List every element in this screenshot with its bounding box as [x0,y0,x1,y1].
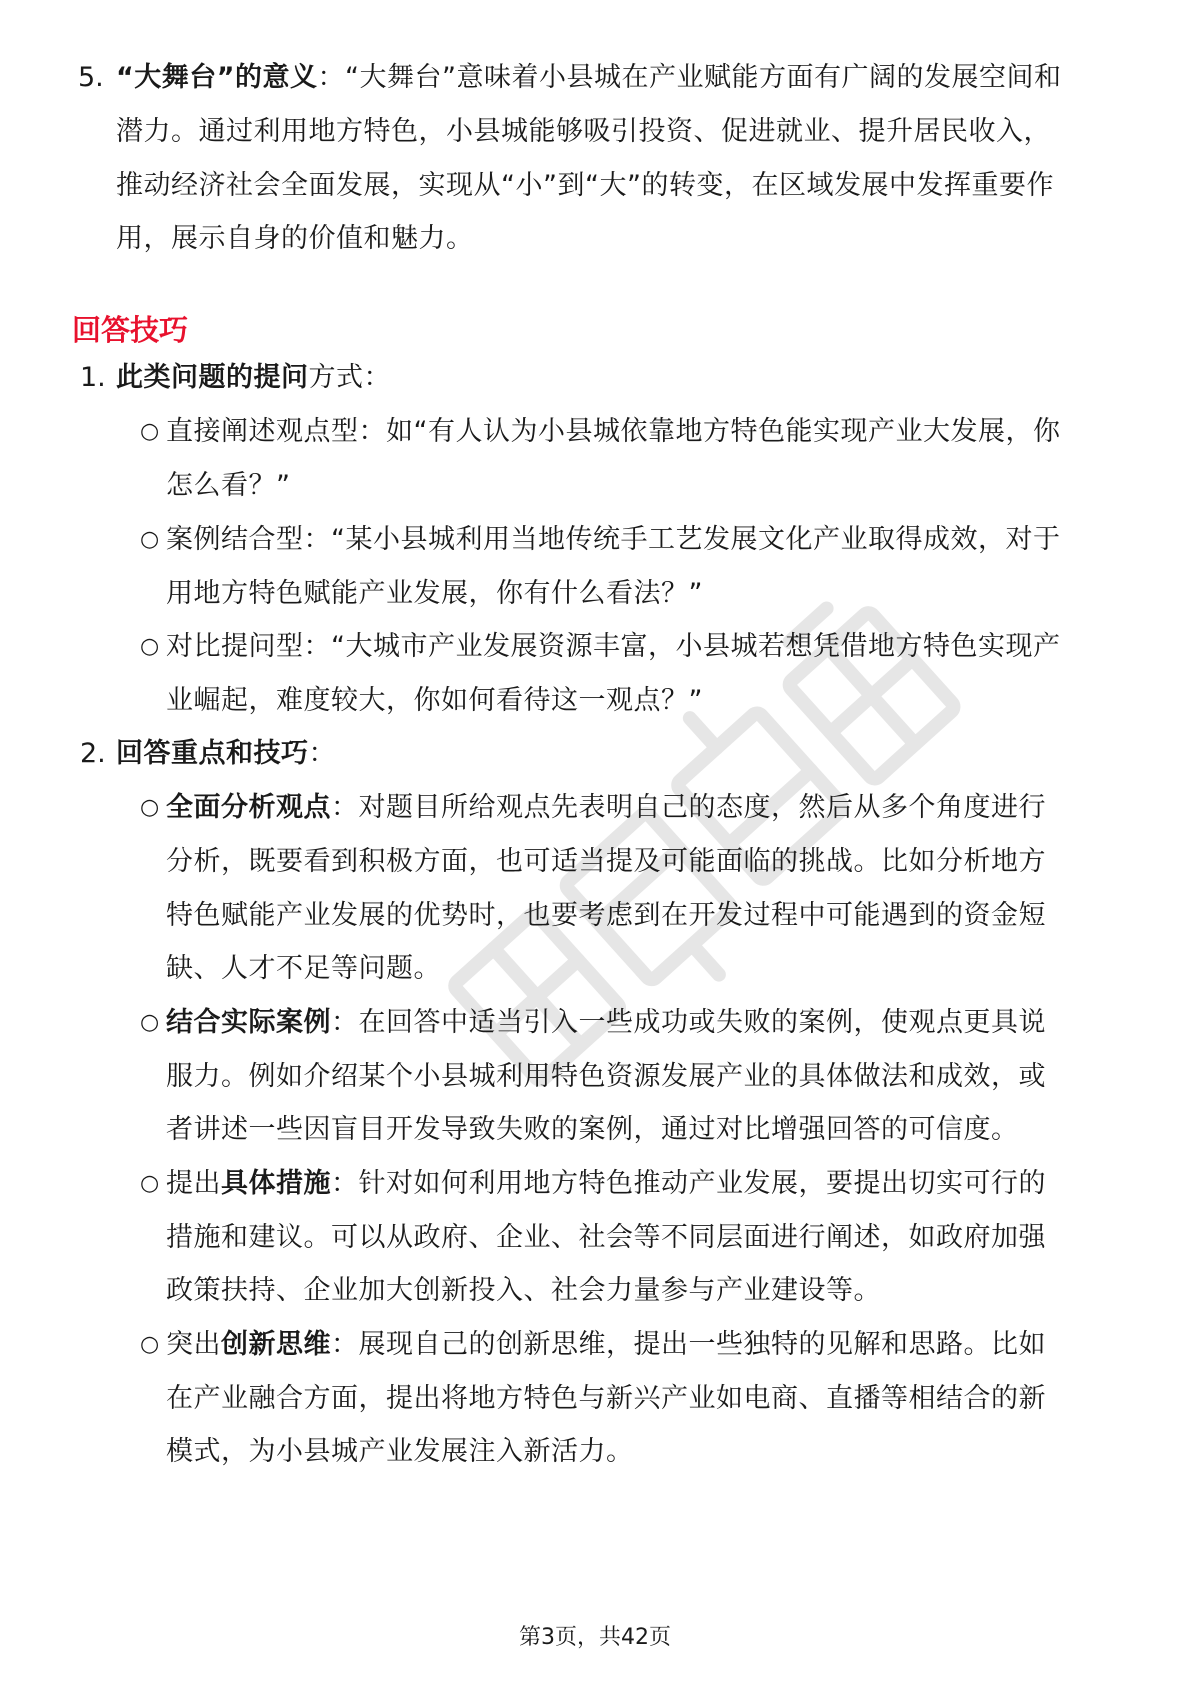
q2-bullet-3-bold: 创新思维 [221,1329,331,1360]
q2-bullet-0-first-line [166,788,1046,828]
q2-bullet-2-line-1: 政策扶持、企业加大创新投入、社会力量参与产业建设等。 [166,1275,881,1306]
q2-bullet-1-line-1: 者讲述一些因盲目开发导致失败的案例，通过对比增强回答的可信度。 [166,1114,1019,1145]
q2-bullet-0-line-2: 缺、人才不足等问题。 [166,953,441,984]
q2-bullet-3-first: ：展现自己的创新思维，提出一些独特的见解和思路。比如 [331,1329,1046,1360]
q2-bullet-2-pre: 提出 [166,1168,221,1199]
q2-bullet-2-first-line [166,1164,1046,1204]
bullet-circle-icon: ○ [140,1332,160,1357]
bullet-circle-icon: ○ [140,419,160,444]
q1-bullet-1-line-0: 案例结合型：“某小县城利用当地传统手工艺发展文化产业取得成效，对于 [166,524,1061,555]
section-heading: 回答技巧 [72,313,189,347]
item5-first-line [116,58,1061,98]
q1-title-rest: 方式： [308,362,391,393]
q2-bullet-3-line-1: 模式，为小县城产业发展注入新活力。 [166,1436,634,1467]
bullet-circle-icon: ○ [140,634,160,659]
q2-bullet-0-bold: 全面分析观点 [166,792,331,823]
q1-bullet-2-line-0: 对比提问型：“大城市产业发展资源丰富，小县城若想凭借地方特色实现产 [166,631,1061,662]
item5-line-1: 潜力。通过利用地方特色，小县城能够吸引投资、促进就业、提升居民收入， [116,116,1051,147]
q2-bullet-3-first-line [166,1325,1046,1365]
q2-number: 2. [80,738,106,769]
item5-title: “大舞台”的意义 [116,62,318,93]
q1-title: 此类问题的提问 [116,362,309,393]
bullet-circle-icon: ○ [140,1171,160,1196]
bullet-circle-icon: ○ [140,527,160,552]
q2-bullet-0-first: ：对题目所给观点先表明自己的态度，然后从多个角度进行 [331,792,1046,823]
q2-bullet-1-first: ：在回答中适当引入一些成功或失败的案例，使观点更具说 [331,1007,1046,1038]
q2-bullet-2-bold: 具体措施 [221,1168,331,1199]
item5-line-3: 用，展示自身的价值和魅力。 [116,223,474,254]
q1-number: 1. [80,362,106,393]
item5-number: 5. [78,62,104,93]
item5-line-0: “大舞台”意味着小县城在产业赋能方面有广阔的发展空间和 [345,62,1062,93]
q1-bullet-2-line-1: 业崛起，难度较大，你如何看待这一观点？” [166,685,703,716]
q2-bullet-1-bold: 结合实际案例 [166,1007,331,1038]
bullet-circle-icon: ○ [140,795,160,820]
q2-bullet-3-line-0: 在产业融合方面，提出将地方特色与新兴产业如电商、直播等相结合的新 [166,1383,1046,1414]
q2-bullet-3-pre: 突出 [166,1329,221,1360]
q2-bullet-2-first: ：针对如何利用地方特色推动产业发展，要提出切实可行的 [331,1168,1046,1199]
q2-title: 回答重点和技巧 [116,738,309,769]
q1-heading [116,358,391,398]
q2-bullet-1-first-line [166,1003,1046,1043]
q2-bullet-0-line-0: 分析，既要看到积极方面，也可适当提及可能面临的挑战。比如分析地方 [166,846,1046,877]
q1-bullet-0-line-0: 直接阐述观点型：如“有人认为小县城依靠地方特色能实现产业大发展，你 [166,416,1061,447]
q2-title-rest: ： [308,738,336,769]
q1-bullet-1-line-1: 用地方特色赋能产业发展，你有什么看法？” [166,578,703,609]
q2-bullet-1-line-0: 服力。例如介绍某个小县城利用特色资源发展产业的具体做法和成效，或 [166,1061,1046,1092]
bullet-circle-icon: ○ [140,1010,160,1035]
q2-heading [116,734,336,774]
item5-line-2: 推动经济社会全面发展，实现从“小”到“大”的转变，在区域发展中发挥重要作 [116,170,1054,201]
item5-separator: ： [317,62,345,93]
q2-bullet-2-line-0: 措施和建议。可以从政府、企业、社会等不同层面进行阐述，如政府加强 [166,1222,1046,1253]
q1-bullet-0-line-1: 怎么看？” [166,470,291,501]
page-footer: 第3页，共42页 [519,1625,671,1650]
q2-bullet-0-line-1: 特色赋能产业发展的优势时，也要考虑到在开发过程中可能遇到的资金短 [166,900,1046,931]
